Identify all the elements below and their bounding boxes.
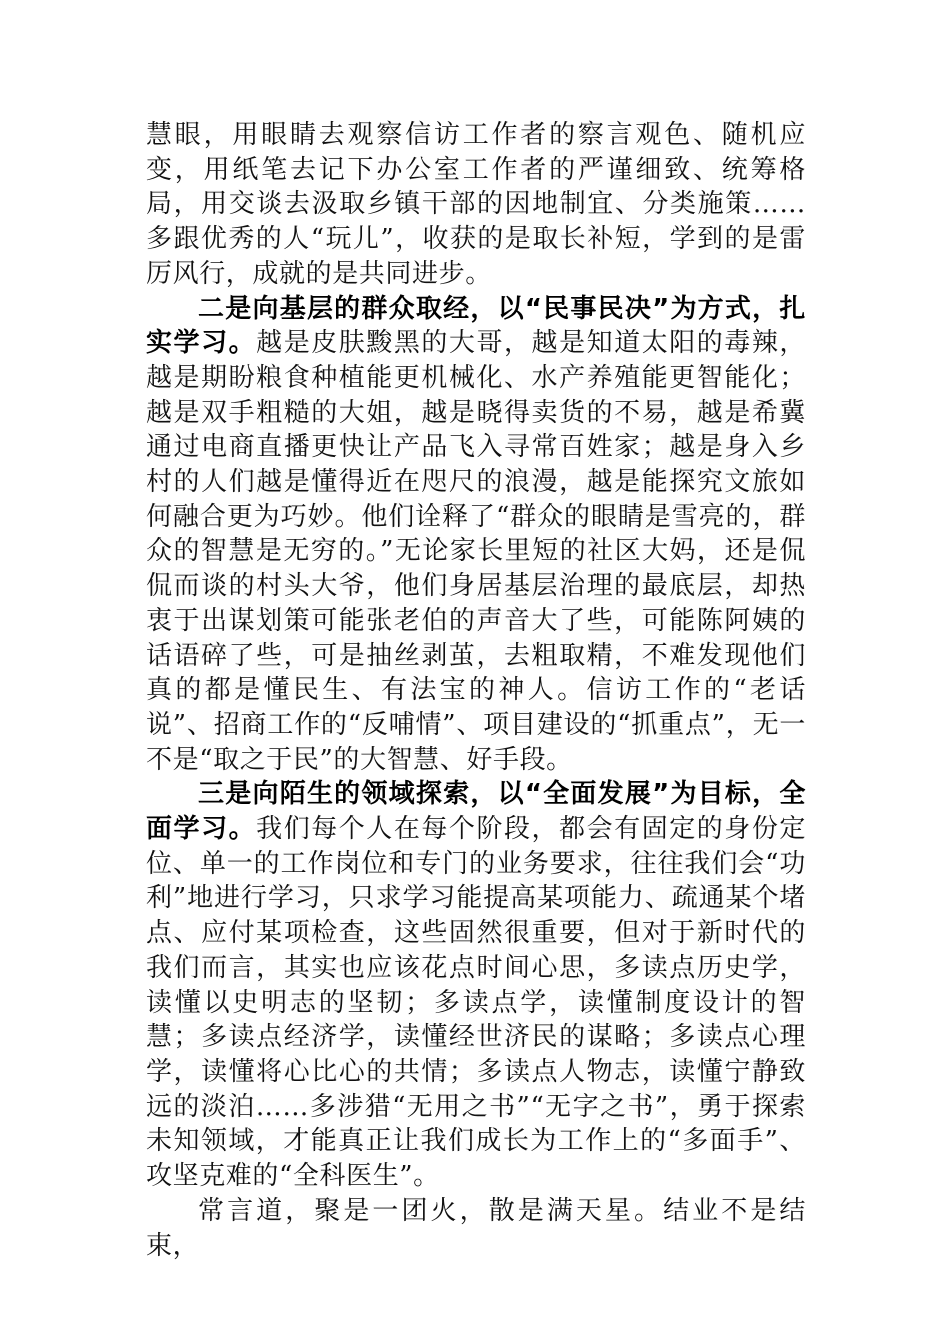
paragraph-text: 越是皮肤黢黑的大哥，越是知道太阳的毒辣，越是期盼粮食种植能更机械化、水产养殖能更智能化；越是双手粗糙的大姐，越是晓得卖货的不易，越是希冀通过电商直播更快让产品飞入寻常百姓家；越是身入乡村的人们越是懂得近在咫尺的浪漫，越是能探究文旅如何融合更为巧妙。他们诠释了“群众的眼睛是雪亮的，群众的智慧是无穷的。”无论家长里短的社区大妈，还是侃侃而谈的村头大爷，他们身居基层治理的最底层，却热衷于出谋划策可能张老伯的声音大了些，可能陈阿姨的话语碎了些，可是抽丝剥茧，去粗取精，不难发现他们真的都是懂民生、有法宝的神人。信访工作的“老话说”、招商工作的“反哺情”、项目建设的“抓重点”，无一不是“取之于民”的大智慧、好手段。 [146, 328, 806, 775]
paragraph-point-three [146, 777, 806, 1193]
paragraph-lead-heading: 二是向基层的群众取经，以“民事民决”为方式，扎实学习。 [146, 293, 806, 359]
paragraph-closing [146, 1194, 806, 1263]
paragraph-text: 我们每个人在每个阶段，都会有固定的身份定位、单一的工作岗位和专门的业务要求，往往我们会“功利”地进行学习，只求学习能提高某项能力、疏通某个堵点、应付某项检查，这些固然很重要，但对于新时代的我们而言，其实也应该花点时间心思，多读点历史学，读懂以史明志的坚韧；多读点学，读懂制度设计的智慧；多读点经济学，读懂经世济民的谋略；多读点心理学，读懂将心比心的共情；多读点人物志，读懂宁静致远的淡泊……多涉猎“无用之书”“无字之书”，勇于探索未知领域，才能真正让我们成长为工作上的“多面手”、攻坚克难的“全科医生”。 [146, 814, 806, 1192]
paragraph-lead-heading: 三是向陌生的领域探索，以“全面发展”为目标，全面学习。 [146, 779, 806, 845]
paragraph-text: 常言道，聚是一团火，散是满天星。结业不是结束， [146, 1195, 806, 1261]
paragraph-text: 慧眼，用眼睛去观察信访工作者的察言观色、随机应变，用纸笔去记下办公室工作者的严谨细致、统筹格局，用交谈去汲取乡镇干部的因地制宜、分类施策……多跟优秀的人“玩儿”，收获的是取长补短，学到的是雷厉风行，成就的是共同进步。 [146, 120, 806, 289]
paragraph-point-two [146, 292, 806, 778]
document-page [146, 118, 806, 1263]
paragraph-continuation [146, 118, 806, 292]
